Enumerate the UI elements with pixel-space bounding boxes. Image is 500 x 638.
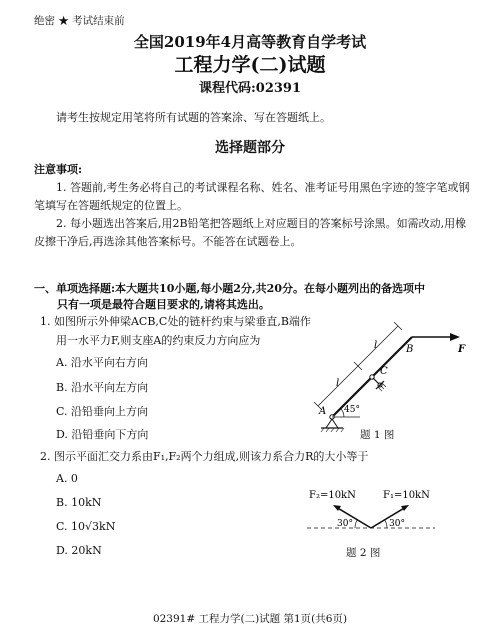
question-1-stem-cont: 用一水平力F,则支座A的约束反力方向应为 [56,334,261,347]
length-label-2: l [374,340,378,351]
point-b-label: B [406,344,414,355]
figure-1-caption: 题 1 图 [360,429,395,441]
force-f1-label: F₁=10kN [383,490,430,501]
angle-right-label: 30° [389,519,405,529]
note-item-1: 1. 答题前,考生务必将自己的考试课程名称、姓名、准考证号用黑色字迹的签字笔或钢笔填写在答题纸规定的位置上。 [34,181,470,212]
length-label-1: l [336,378,340,389]
question-2-option-a: A. 0 [56,472,78,485]
course-code: 课程代码:02391 [198,81,302,96]
figure-2 [305,486,445,546]
question-2-option-c: C. 10√3kN [56,520,116,533]
link-rod-c [373,378,379,384]
support-a [326,419,338,428]
page-footer: 02391# 工程力学(二)试题 第1页(共6页) [152,613,348,625]
question-2-stem: 2. 图示平面汇交力系由F₁,F₂两个力组成,则该力系合力R的大小等于 [40,450,369,463]
angle-label: 45° [344,405,360,415]
force-f2-label: F₂=10kN [309,490,356,501]
force-arrow-head [450,333,460,341]
point-c-label: C [380,366,388,377]
point-a-label: A [319,406,327,417]
angle-left-label: 30° [337,519,353,529]
part1-heading-cont: 只有一项是最符合题目要求的,请将其选出。 [57,298,270,311]
note-item-2: 2. 每小题选出答案后,用2B铅笔把答题纸上对应题目的答案标号涂黑。如需改动,用橡皮擦干净后,再选涂其他答案标号。不能答在试题卷上。 [34,217,467,248]
question-1-option-a: A. 沿水平向右方向 [56,356,148,369]
notes-title: 注意事项: [34,163,83,176]
force-label: F [458,344,466,355]
question-2-option-b: B. 10kN [56,496,102,509]
secret-label: 绝密 ★ 考试结束前 [34,15,125,27]
section-title: 选择题部分 [215,140,285,156]
figure-2-caption: 题 2 图 [346,547,381,559]
question-1-stem: 1. 如图所示外伸梁ACB,C处的链杆约束与梁垂直,B端作 [40,315,311,328]
question-1-option-c: C. 沿铅垂向上方向 [56,405,149,418]
question-1-option-b: B. 沿水平向左方向 [56,381,149,394]
question-1-option-d: D. 沿铅垂向下方向 [56,428,149,441]
part1-heading: 一、单项选择题:本大题共10小题,每小题2分,共20分。在每小题列出的备选项中 [34,282,425,295]
question-2-option-d: D. 20kN [56,544,102,557]
intro-text: 请考生按规定用笔将所有试题的答案涂、写在答题纸上。 [56,111,331,124]
course-title: 工程力学(二)试题 [174,54,326,76]
exam-title: 全国2019年4月高等教育自学考试 [133,33,367,51]
